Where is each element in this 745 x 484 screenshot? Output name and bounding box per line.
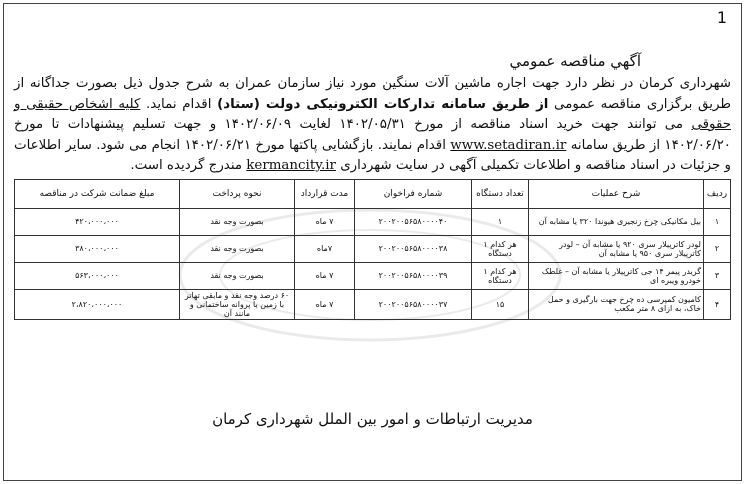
table-row: [15, 262, 731, 289]
cell-guarantee: ۳۸۰،۰۰۰،۰۰۰: [15, 235, 180, 262]
cell-count: هر کدام ۱ دستگاه: [472, 262, 529, 289]
footer-signature: مدیریت ارتباطات و امور بین الملل شهرداری کرمان: [212, 410, 533, 428]
cell-count: ۱۵: [472, 289, 529, 319]
cell-desc: گریدر پیمر ۱۴ جی کاترپیلار یا مشابه آن – غلطک خودرو ویبره ای: [529, 262, 704, 289]
cell-duration: ۷ ماه: [295, 262, 355, 289]
cell-payment: بصورت وجه نقد: [180, 262, 295, 289]
header-row-no: ردیف: [704, 179, 731, 208]
notice-content: [14, 52, 731, 320]
header-duration: مدت قرارداد: [295, 179, 355, 208]
header-guarantee: مبلغ ضمانت شرکت در مناقصه: [15, 179, 180, 208]
body-bold: از طریق سامانه تدارکات الکترونیکی دولت (ستاد): [217, 96, 549, 112]
setadiran-link[interactable]: www.setadiran.ir: [450, 137, 567, 153]
cell-row-no: ۱: [704, 208, 731, 235]
body-underline: کلیه اشخاص حقیقی و حقوقی: [14, 96, 731, 132]
cell-count: هر کدام ۱ دستگاه: [472, 235, 529, 262]
body-text: اقدام نمایند. بازگشایی پاکتها مورخ ۱۴۰۲/۰۶/۲۱ انجام می شود. سایر اطلاعات و جزئیات در اسناد مناقصه و اطلاعات تکمیلی آگهی در سایت شهرداری: [14, 137, 731, 173]
cell-desc: لودر کاترپیلار سری ۹۲۰ یا مشابه آن – لودر کاترپیلار سری ۹۵۰ یا مشابه آن: [529, 235, 704, 262]
notice-body: [14, 74, 731, 177]
notice-title: آگهي مناقصه عمومي: [509, 52, 641, 70]
cell-payment: بصورت وجه نقد: [180, 235, 295, 262]
tender-table: [14, 179, 731, 320]
body-text: اقدام نماید.: [140, 96, 218, 112]
cell-guarantee: ۴۲۰،۰۰۰،۰۰۰: [15, 208, 180, 235]
table-row: [15, 235, 731, 262]
cell-payment: ۶۰ درصد وجه نقد و مابقی تهاتر با زمین یا پروانه ساختمانی و مانند آن: [180, 289, 295, 319]
cell-guarantee: ۲،۸۲۰،۰۰۰،۰۰۰: [15, 289, 180, 319]
cell-call-number: ۲۰۰۲۰۰۵۶۵۸۰۰۰۰۳۹: [355, 262, 472, 289]
page-number: 1: [716, 8, 727, 27]
cell-duration: ۷ ماه: [295, 289, 355, 319]
cell-duration: ۷ماه: [295, 235, 355, 262]
body-text: شهرداری کرمان در نظر دارد جهت اجاره ماشین آلات سنگین مورد نیاز سازمان عمران به شرح جدول ذیل بصورت جداگانه از طریق برگزاری مناقصه عمومی: [14, 76, 731, 112]
cell-row-no: ۴: [704, 289, 731, 319]
header-payment: نحوه پرداخت: [180, 179, 295, 208]
cell-count: ۱: [472, 208, 529, 235]
table-row: [15, 208, 731, 235]
table-row: [15, 289, 731, 319]
cell-duration: ۷ ماه: [295, 208, 355, 235]
cell-call-number: ۲۰۰۲۰۰۵۶۵۸۰۰۰۰۳۸: [355, 235, 472, 262]
body-text: مندرج گردیده است.: [130, 158, 247, 173]
cell-desc: کامیون کمپرسی ده چرخ جهت بارگیری و حمل خاک، به ازای ۸ متر مکعب: [529, 289, 704, 319]
cell-guarantee: ۵۶۳،۰۰۰،۰۰۰: [15, 262, 180, 289]
cell-payment: بصورت وجه نقد: [180, 208, 295, 235]
header-desc: شرح عملیات: [529, 179, 704, 208]
cell-call-number: ۲۰۰۲۰۰۵۶۵۸۰۰۰۰۴۰: [355, 208, 472, 235]
header-count: تعداد دستگاه: [472, 179, 529, 208]
body-text: می توانند جهت خرید اسناد مناقصه از مورخ ۱۴۰۲/۰۵/۳۱ لغایت ۱۴۰۲/۰۶/۰۹ و جهت تسلیم پیشنهادات تا مورخ ۱۴۰۲/۰۶/۲۰ از طریق سامانه: [14, 117, 731, 153]
cell-call-number: ۲۰۰۲۰۰۵۶۵۸۰۰۰۰۳۷: [355, 289, 472, 319]
header-call-number: شماره فراخوان: [355, 179, 472, 208]
table-header-row: [15, 179, 731, 208]
cell-desc: بیل مکانیکی چرخ زنجیری هیوندا ۳۲۰ یا مشابه آن: [529, 208, 704, 235]
cell-row-no: ۳: [704, 262, 731, 289]
cell-row-no: ۲: [704, 235, 731, 262]
kermancity-link[interactable]: kermancity.ir: [246, 158, 336, 173]
